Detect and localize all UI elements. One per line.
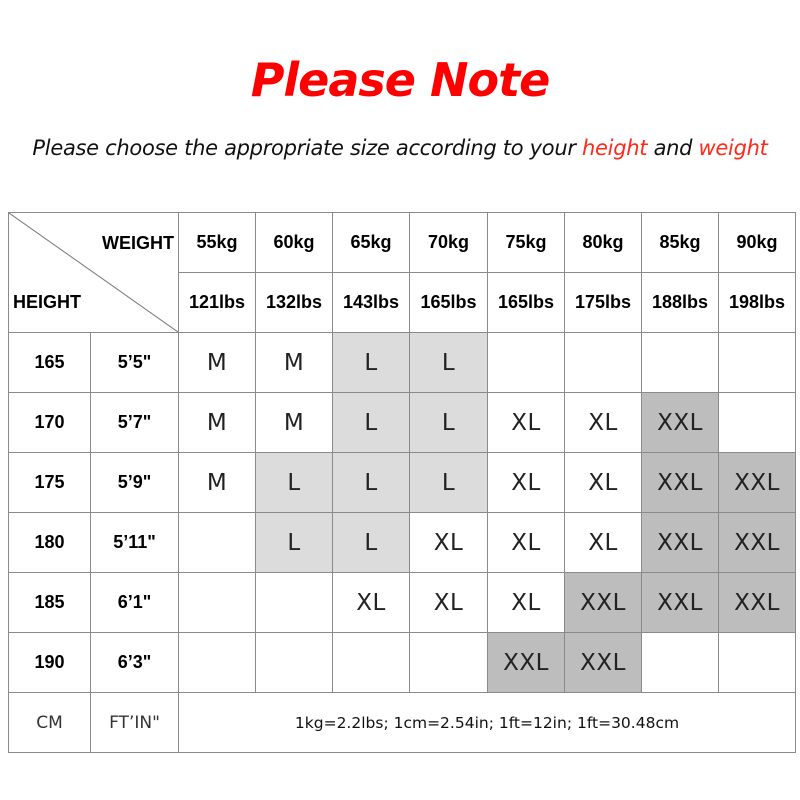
size-cell: XL	[565, 513, 642, 573]
height-cm-cell: 180	[9, 513, 91, 573]
size-cell: XL	[488, 453, 565, 513]
empty-size-cell	[719, 333, 796, 393]
weight-kg-header: 55kg	[179, 213, 256, 273]
footer-row	[9, 693, 796, 753]
weight-kg-header: 85kg	[642, 213, 719, 273]
conversion-note: 1kg=2.2lbs; 1cm=2.54in; 1ft=12in; 1ft=30.48cm	[179, 693, 796, 753]
header-corner-cell	[9, 213, 179, 333]
size-row	[9, 393, 796, 453]
size-cell: L	[333, 393, 410, 453]
size-cell: M	[179, 333, 256, 393]
height-ftin-cell: 5’7"	[91, 393, 179, 453]
size-cell: L	[333, 333, 410, 393]
size-cell: XL	[565, 393, 642, 453]
size-cell: L	[410, 393, 488, 453]
height-label: HEIGHT	[13, 292, 82, 312]
empty-size-cell	[179, 633, 256, 693]
page-title: Please Note	[250, 53, 550, 107]
size-cell: XL	[565, 453, 642, 513]
size-cell: XXL	[642, 513, 719, 573]
size-row	[9, 333, 796, 393]
height-ftin-cell: 5’5"	[91, 333, 179, 393]
weight-kg-header: 75kg	[488, 213, 565, 273]
ftin-unit-label: FT’IN"	[91, 693, 179, 753]
size-cell: L	[410, 453, 488, 513]
size-cell: XL	[488, 573, 565, 633]
height-cm-cell: 165	[9, 333, 91, 393]
size-chart-table	[8, 212, 796, 753]
height-ftin-cell: 5’9"	[91, 453, 179, 513]
height-cm-cell: 185	[9, 573, 91, 633]
size-cell: XXL	[642, 573, 719, 633]
empty-size-cell	[719, 633, 796, 693]
empty-size-cell	[642, 333, 719, 393]
weight-kg-header: 65kg	[333, 213, 410, 273]
empty-size-cell	[719, 393, 796, 453]
size-row	[9, 513, 796, 573]
weight-lbs-header: 175lbs	[565, 273, 642, 333]
size-cell: XXL	[719, 573, 796, 633]
weight-label: WEIGHT	[102, 233, 174, 253]
height-ftin-cell: 6’3"	[91, 633, 179, 693]
size-cell: XL	[333, 573, 410, 633]
cm-unit-label: CM	[9, 693, 91, 753]
header-row-kg	[9, 213, 796, 273]
size-cell: XL	[410, 513, 488, 573]
height-cm-cell: 170	[9, 393, 91, 453]
size-cell: XXL	[565, 633, 642, 693]
size-row	[9, 573, 796, 633]
subtitle-middle: and	[647, 136, 699, 160]
size-cell: XL	[488, 513, 565, 573]
size-cell: L	[256, 453, 333, 513]
weight-kg-header: 80kg	[565, 213, 642, 273]
empty-size-cell	[256, 633, 333, 693]
weight-lbs-header: 188lbs	[642, 273, 719, 333]
weight-lbs-header: 165lbs	[488, 273, 565, 333]
size-cell: XXL	[488, 633, 565, 693]
size-cell: L	[333, 453, 410, 513]
empty-size-cell	[642, 633, 719, 693]
size-cell: L	[333, 513, 410, 573]
weight-kg-header: 70kg	[410, 213, 488, 273]
height-cm-cell: 175	[9, 453, 91, 513]
weight-lbs-header: 132lbs	[256, 273, 333, 333]
size-cell: M	[256, 393, 333, 453]
empty-size-cell	[333, 633, 410, 693]
size-cell: XXL	[642, 393, 719, 453]
size-cell: XXL	[719, 513, 796, 573]
weight-lbs-header: 165lbs	[410, 273, 488, 333]
size-row	[9, 453, 796, 513]
subtitle-prefix: Please choose the appropriate size according to your	[32, 136, 583, 160]
size-cell: XL	[488, 393, 565, 453]
empty-size-cell	[179, 513, 256, 573]
weight-lbs-header: 143lbs	[333, 273, 410, 333]
size-cell: L	[256, 513, 333, 573]
height-ftin-cell: 5’11"	[91, 513, 179, 573]
empty-size-cell	[256, 573, 333, 633]
size-cell: L	[410, 333, 488, 393]
size-cell: M	[256, 333, 333, 393]
diagonal-divider	[9, 213, 178, 332]
empty-size-cell	[565, 333, 642, 393]
empty-size-cell	[488, 333, 565, 393]
height-ftin-cell: 6’1"	[91, 573, 179, 633]
empty-size-cell	[179, 573, 256, 633]
subtitle-height-word: height	[582, 136, 648, 160]
size-cell: M	[179, 393, 256, 453]
empty-size-cell	[410, 633, 488, 693]
subtitle	[0, 133, 800, 163]
size-row	[9, 633, 796, 693]
height-cm-cell: 190	[9, 633, 91, 693]
weight-lbs-header: 198lbs	[719, 273, 796, 333]
weight-lbs-header: 121lbs	[179, 273, 256, 333]
size-cell: M	[179, 453, 256, 513]
subtitle-weight-word: weight	[698, 136, 768, 160]
weight-kg-header: 90kg	[719, 213, 796, 273]
size-cell: XXL	[565, 573, 642, 633]
weight-kg-header: 60kg	[256, 213, 333, 273]
size-cell: XXL	[719, 453, 796, 513]
size-cell: XL	[410, 573, 488, 633]
size-cell: XXL	[642, 453, 719, 513]
